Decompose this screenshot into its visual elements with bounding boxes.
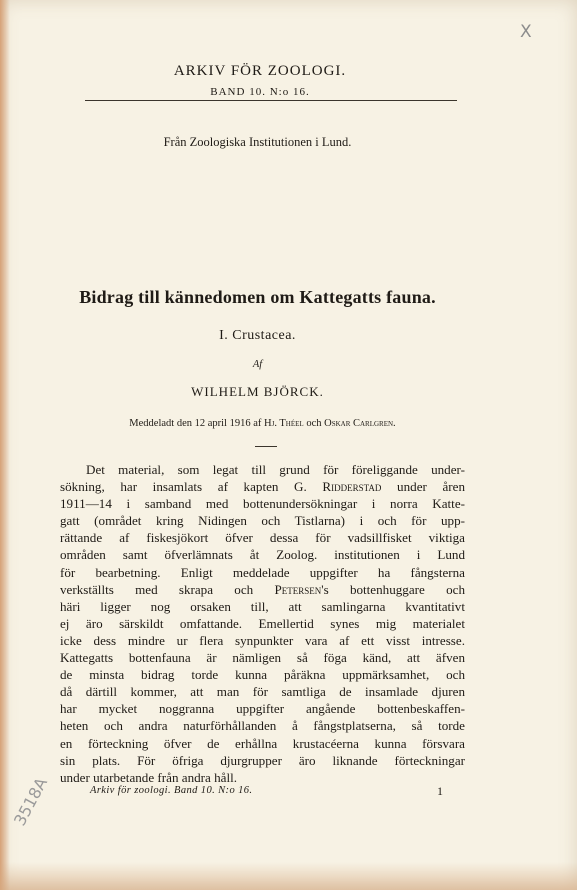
author-name: WILHELM BJÖRCK. bbox=[191, 384, 324, 399]
body-line: heten och andra naturförhållanden å fångstplatserna, så torde bbox=[60, 718, 465, 734]
body-line: under utarbetande från andra håll. bbox=[60, 769, 238, 785]
section-rule bbox=[255, 446, 277, 447]
footer-reference: Arkiv för zoologi. Band 10. N:o 16. bbox=[90, 785, 253, 796]
body-line: gatt (området kring Nidingen och Tistlarna) i och för upp- bbox=[60, 513, 465, 529]
body-line: 1911—14 i samband med bottenundersökningar i norra Katte- bbox=[60, 496, 465, 512]
body-paragraph bbox=[60, 461, 465, 786]
body-line: områden samt öfverlämnats åt Zoolog. institutionen i Lund bbox=[60, 547, 465, 563]
body-line: icke dess mindre ur flera synpunkter vara af ett visst intresse. bbox=[60, 632, 465, 648]
institution-line: Från Zoologiska Institutionen i Lund. bbox=[163, 135, 352, 149]
body-line: verkställts med skrapa och Petersen's bottenhuggare och bbox=[60, 581, 465, 597]
body-line: då därtill kommer, att man för samtliga de insamlade djuren bbox=[60, 684, 465, 700]
body-line: för bearbetning. Enligt meddelade uppgifter ha fångsterna bbox=[60, 564, 465, 580]
person-name: Petersen bbox=[274, 581, 322, 597]
body-line: Det material, som legat till grund för föreliggande under- bbox=[86, 462, 465, 477]
communicated-line bbox=[0, 418, 525, 429]
page-number: 1 bbox=[437, 784, 443, 798]
communicated-prefix: Meddeladt den 12 april 1916 af bbox=[129, 418, 262, 429]
body-line: häri ligger nog orsaken till, att samlingarna kvantitativt bbox=[60, 598, 465, 614]
journal-title: ARKIV FÖR ZOOLOGI. bbox=[173, 63, 347, 79]
body-line: sin plats. För öfriga djurgrupper äro liknande förteckningar bbox=[60, 752, 465, 768]
volume-number: BAND 10. N:o 16. bbox=[210, 86, 310, 98]
body-line: Kattegatts bottenfauna är nämligen så föga känd, att äfven bbox=[60, 650, 465, 666]
bottom-edge-stain bbox=[0, 862, 577, 890]
pencil-mark: X bbox=[520, 22, 532, 42]
header-rule bbox=[85, 100, 457, 101]
body-line: rättande af fiskesjökort öfver dessa för vadsillfisket viktiga bbox=[60, 530, 465, 546]
body-line: ej äro särskildt omfattande. Emellertid synes mig materialet bbox=[60, 615, 465, 631]
person-name: Ridderstad bbox=[322, 479, 382, 495]
article-subtitle: I. Crustacea. bbox=[219, 328, 296, 343]
body-line: de minsta bidrag torde kunna påräkna uppmärksamhet, och bbox=[60, 667, 465, 683]
byline: Af bbox=[252, 359, 263, 370]
pencil-catalog-note: 3518A bbox=[10, 774, 52, 829]
body-line: har mycket noggranna uppgifter angående bottenbeskaffen- bbox=[60, 701, 465, 717]
communicated-conjunction: och bbox=[306, 418, 322, 429]
communicator-name-2: Oskar Carlgren. bbox=[324, 418, 396, 429]
communicator-name-1: Hj. Théel bbox=[264, 418, 304, 429]
article-title: Bidrag till kännedomen om Kattegatts fauna. bbox=[79, 287, 436, 307]
edge-stain bbox=[0, 0, 10, 890]
body-line: sökning, har insamlats af kapten G. Ridderstad under åren bbox=[60, 479, 466, 495]
body-line: en förteckning öfver de erhållna krustacéerna kunna försvara bbox=[60, 735, 465, 751]
